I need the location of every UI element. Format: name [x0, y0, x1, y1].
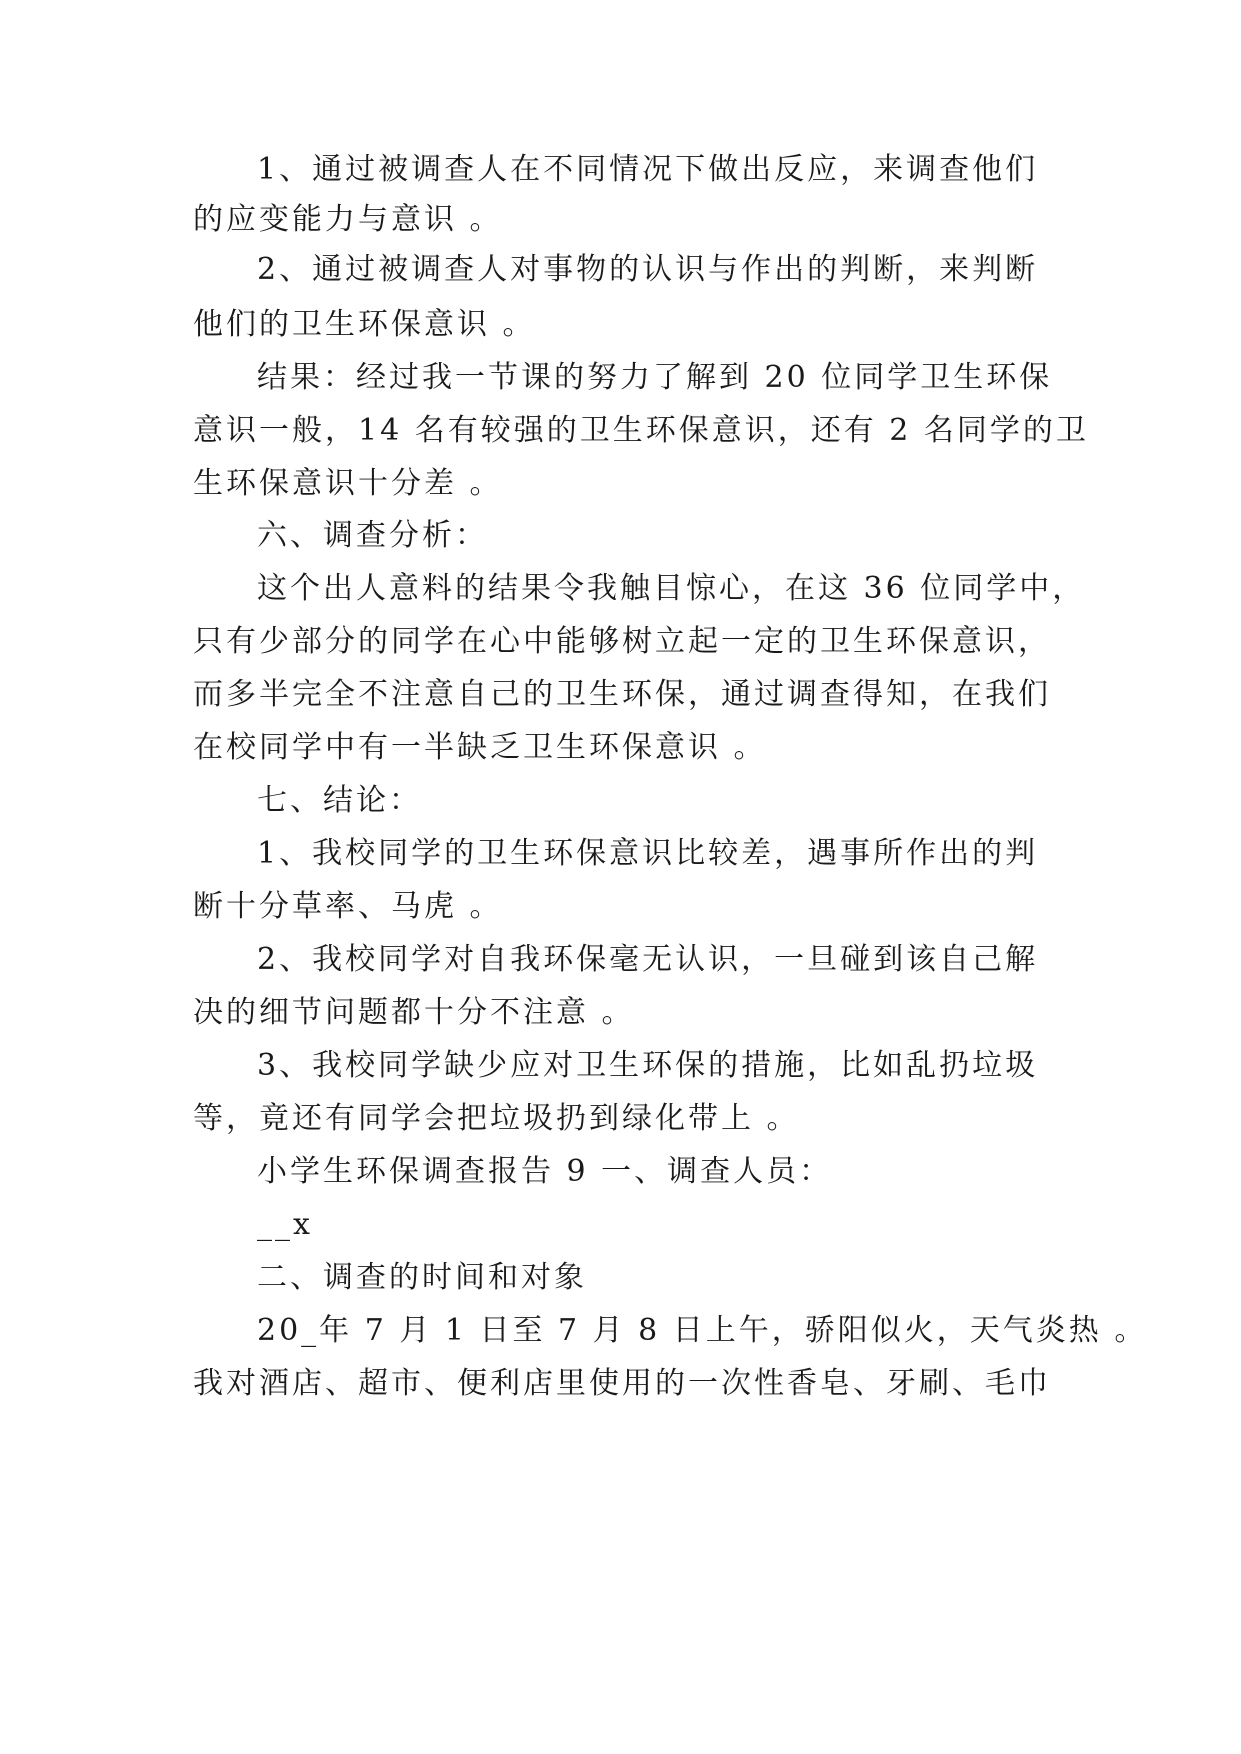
paragraph-line: 我对酒店、超市、便利店里使用的一次性香皂、牙刷、毛巾	[193, 1366, 1051, 1401]
paragraph-line: 决的细节问题都十分不注意 。	[193, 995, 635, 1030]
paragraph-line: 而多半完全不注意自己的卫生环保，通过调查得知，在我们	[193, 677, 1051, 712]
paragraph-line: 20_年 7 月 1 日至 7 月 8 日上午，骄阳似火，天气炎热 。	[257, 1313, 1148, 1348]
paragraph-line: 3、我校同学缺少应对卫生环保的措施，比如乱扔垃圾	[257, 1048, 1039, 1083]
paragraph-line: 生环保意识十分差 。	[193, 466, 503, 501]
paragraph-line: 意识一般，14 名有较强的卫生环保意识，还有 2 名同学的卫	[193, 413, 1089, 448]
paragraph-line: 的应变能力与意识 。	[193, 202, 503, 237]
paragraph-line: 在校同学中有一半缺乏卫生环保意识 。	[193, 730, 767, 765]
paragraph-line: 等，竟还有同学会把垃圾扔到绿化带上 。	[193, 1101, 800, 1136]
section-heading: 七、结论：	[257, 783, 422, 818]
paragraph-line: 断十分草率、马虎 。	[193, 889, 503, 924]
paragraph-line: __x	[257, 1207, 313, 1242]
section-heading: 二、调查的时间和对象	[257, 1260, 587, 1295]
paragraph-line: 2、我校同学对自我环保毫无认识，一旦碰到该自己解	[257, 942, 1039, 977]
paragraph-line: 只有少部分的同学在心中能够树立起一定的卫生环保意识，	[193, 624, 1051, 659]
section-heading: 六、调查分析：	[257, 518, 488, 553]
paragraph-line: 2、通过被调查人对事物的认识与作出的判断，来判断	[257, 252, 1039, 287]
paragraph-line: 结果：经过我一节课的努力了解到 20 位同学卫生环保	[257, 360, 1053, 395]
paragraph-line: 他们的卫生环保意识 。	[193, 307, 536, 342]
report-heading: 小学生环保调查报告 9 一、调查人员：	[257, 1154, 833, 1189]
paragraph-line: 1、我校同学的卫生环保意识比较差，遇事所作出的判	[257, 836, 1039, 871]
paragraph-line: 1、通过被调查人在不同情况下做出反应，来调查他们	[257, 152, 1039, 187]
paragraph-line: 这个出人意料的结果令我触目惊心，在这 36 位同学中，	[257, 571, 1086, 606]
